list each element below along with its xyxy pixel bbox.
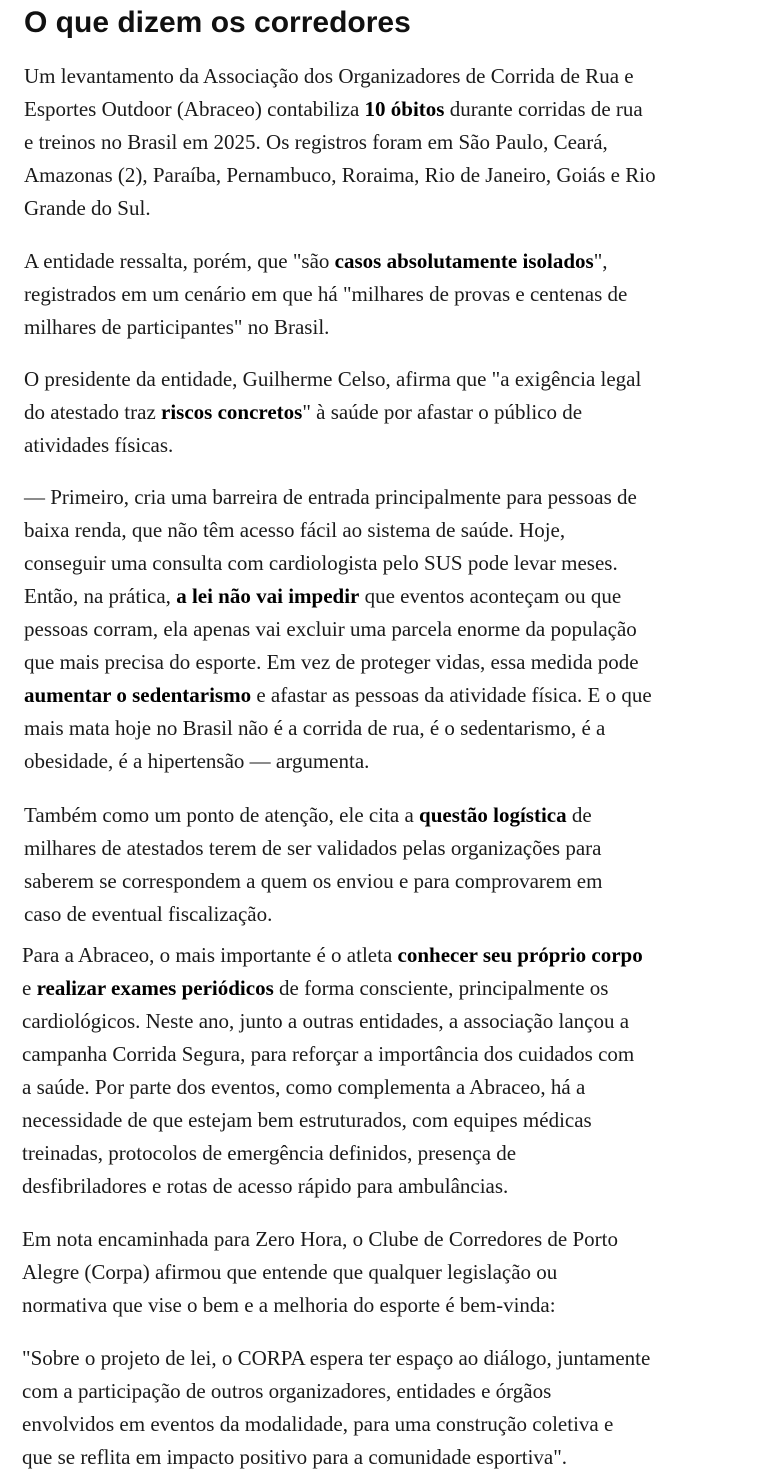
- paragraph-line: [22, 1375, 650, 1408]
- bold-text: questão logística: [419, 803, 567, 827]
- text-segment: e: [22, 976, 37, 1000]
- paragraph-line: [24, 613, 652, 646]
- text-segment: normativa que vise o bem e a melhoria do esporte é bem-vinda:: [22, 1293, 556, 1317]
- paragraph-line: [22, 1170, 643, 1203]
- paragraph-line: [24, 192, 656, 225]
- paragraph-line: [24, 126, 656, 159]
- text-segment: desfibriladores e rotas de acesso rápido para ambulâncias.: [22, 1174, 509, 1198]
- paragraph-line: [24, 159, 656, 192]
- paragraph-2: [24, 245, 627, 344]
- text-segment: A entidade ressalta, porém, que "são: [24, 249, 335, 273]
- text-segment: "Sobre o projeto de lei, o CORPA espera ter espaço ao diálogo, juntamente: [22, 1346, 651, 1370]
- text-segment: — Primeiro, cria uma barreira de entrada principalmente para pessoas de: [24, 485, 637, 509]
- paragraph-line: [24, 278, 627, 311]
- text-segment: Grande do Sul.: [24, 196, 151, 220]
- paragraph-line: [24, 712, 652, 745]
- bold-text: realizar exames periódicos: [36, 976, 274, 1000]
- text-segment: cardiológicos. Neste ano, junto a outras entidades, a associação lançou a: [22, 1009, 630, 1033]
- bold-text: conhecer seu próprio corpo: [397, 943, 643, 967]
- text-segment: milhares de participantes" no Brasil.: [24, 315, 330, 339]
- text-segment: campanha Corrida Segura, para reforçar a importância dos cuidados com: [22, 1042, 635, 1066]
- paragraph-line: [24, 898, 602, 931]
- paragraph-6: [22, 939, 643, 1203]
- text-segment: milhares de atestados terem de ser validados pelas organizações para: [24, 836, 602, 860]
- paragraph-7: [22, 1223, 618, 1322]
- text-segment: de: [566, 803, 592, 827]
- text-segment: que eventos aconteçam ou que: [359, 584, 622, 608]
- paragraph-line: [24, 547, 652, 580]
- text-segment: de forma consciente, principalmente os: [273, 976, 609, 1000]
- text-segment: durante corridas de rua: [444, 97, 643, 121]
- paragraph-line: [22, 939, 643, 972]
- paragraph-4: [24, 481, 652, 778]
- text-segment: e treinos no Brasil em 2025. Os registros foram em São Paulo, Ceará,: [24, 130, 608, 154]
- paragraph-5: [24, 799, 602, 931]
- paragraph-1: [24, 60, 656, 225]
- paragraph-line: [22, 1137, 643, 1170]
- text-segment: ",: [593, 249, 608, 273]
- bold-text: 10 óbitos: [364, 97, 445, 121]
- text-segment: O presidente da entidade, Guilherme Celso, afirma que "a exigência legal: [24, 367, 642, 391]
- paragraph-line: [22, 1223, 618, 1256]
- text-segment: Amazonas (2), Paraíba, Pernambuco, Roraima, Rio de Janeiro, Goiás e Rio: [24, 163, 656, 187]
- paragraph-line: [24, 60, 656, 93]
- paragraph-line: [24, 429, 641, 462]
- paragraph-8: [22, 1342, 650, 1474]
- section-title: O que dizem os corredores: [24, 6, 411, 39]
- paragraph-line: [24, 580, 652, 613]
- text-segment: e afastar as pessoas da atividade física. E o que: [251, 683, 652, 707]
- text-segment: com a participação de outros organizadores, entidades e órgãos: [22, 1379, 552, 1403]
- paragraph-line: [24, 646, 652, 679]
- text-segment: Também como um ponto de atenção, ele cita a: [24, 803, 420, 827]
- text-segment: caso de eventual fiscalização.: [24, 902, 273, 926]
- paragraph-line: [24, 363, 641, 396]
- text-segment: pessoas corram, ela apenas vai excluir uma parcela enorme da população: [24, 617, 637, 641]
- text-segment: saberem se correspondem a quem os enviou e para comprovarem em: [24, 869, 603, 893]
- paragraph-line: [22, 1289, 618, 1322]
- paragraph-line: [24, 865, 602, 898]
- text-segment: necessidade de que estejam bem estruturados, com equipes médicas: [22, 1108, 592, 1132]
- text-segment: Em nota encaminhada para Zero Hora, o Clube de Corredores de Porto: [22, 1227, 618, 1251]
- paragraph-line: [24, 245, 627, 278]
- paragraph-line: [22, 1104, 643, 1137]
- text-segment: " à saúde por afastar o público de: [302, 400, 583, 424]
- text-segment: registrados em um cenário em que há "milhares de provas e centenas de: [24, 282, 628, 306]
- text-segment: a saúde. Por parte dos eventos, como complementa a Abraceo, há a: [22, 1075, 586, 1099]
- text-segment: atividades físicas.: [24, 433, 174, 457]
- text-segment: treinadas, protocolos de emergência definidos, presença de: [22, 1141, 517, 1165]
- text-segment: do atestado traz: [24, 400, 162, 424]
- paragraph-line: [22, 1342, 650, 1375]
- paragraph-line: [24, 745, 652, 778]
- text-segment: que mais precisa do esporte. Em vez de proteger vidas, essa medida pode: [24, 650, 639, 674]
- bold-text: aumentar o sedentarismo: [24, 683, 252, 707]
- text-segment: Esportes Outdoor (Abraceo) contabiliza: [24, 97, 365, 121]
- paragraph-line: [24, 832, 602, 865]
- paragraph-line: [24, 311, 627, 344]
- paragraph-line: [22, 1038, 643, 1071]
- text-segment: Um levantamento da Associação dos Organizadores de Corrida de Rua e: [24, 64, 634, 88]
- paragraph-line: [22, 1441, 650, 1474]
- text-segment: baixa renda, que não têm acesso fácil ao sistema de saúde. Hoje,: [24, 518, 566, 542]
- text-segment: obesidade, é a hipertensão — argumenta.: [24, 749, 370, 773]
- paragraph-3: [24, 363, 641, 462]
- text-segment: mais mata hoje no Brasil não é a corrida de rua, é o sedentarismo, é a: [24, 716, 606, 740]
- paragraph-line: [24, 93, 656, 126]
- text-segment: Para a Abraceo, o mais importante é o atleta: [22, 943, 398, 967]
- bold-text: riscos concretos: [161, 400, 303, 424]
- text-segment: Então, na prática,: [24, 584, 177, 608]
- text-segment: conseguir uma consulta com cardiologista pelo SUS pode levar meses.: [24, 551, 618, 575]
- text-segment: Alegre (Corpa) afirmou que entende que qualquer legislação ou: [22, 1260, 558, 1284]
- text-segment: envolvidos em eventos da modalidade, para uma construção coletiva e: [22, 1412, 614, 1436]
- paragraph-line: [24, 679, 652, 712]
- paragraph-line: [22, 1256, 618, 1289]
- paragraph-line: [22, 1005, 643, 1038]
- paragraph-line: [22, 1408, 650, 1441]
- bold-text: a lei não vai impedir: [176, 584, 360, 608]
- paragraph-line: [24, 396, 641, 429]
- paragraph-line: [24, 481, 652, 514]
- paragraph-line: [22, 972, 643, 1005]
- text-segment: que se reflita em impacto positivo para a comunidade esportiva".: [22, 1445, 568, 1469]
- bold-text: casos absolutamente isolados: [334, 249, 594, 273]
- paragraph-line: [22, 1071, 643, 1104]
- paragraph-line: [24, 514, 652, 547]
- paragraph-line: [24, 799, 602, 832]
